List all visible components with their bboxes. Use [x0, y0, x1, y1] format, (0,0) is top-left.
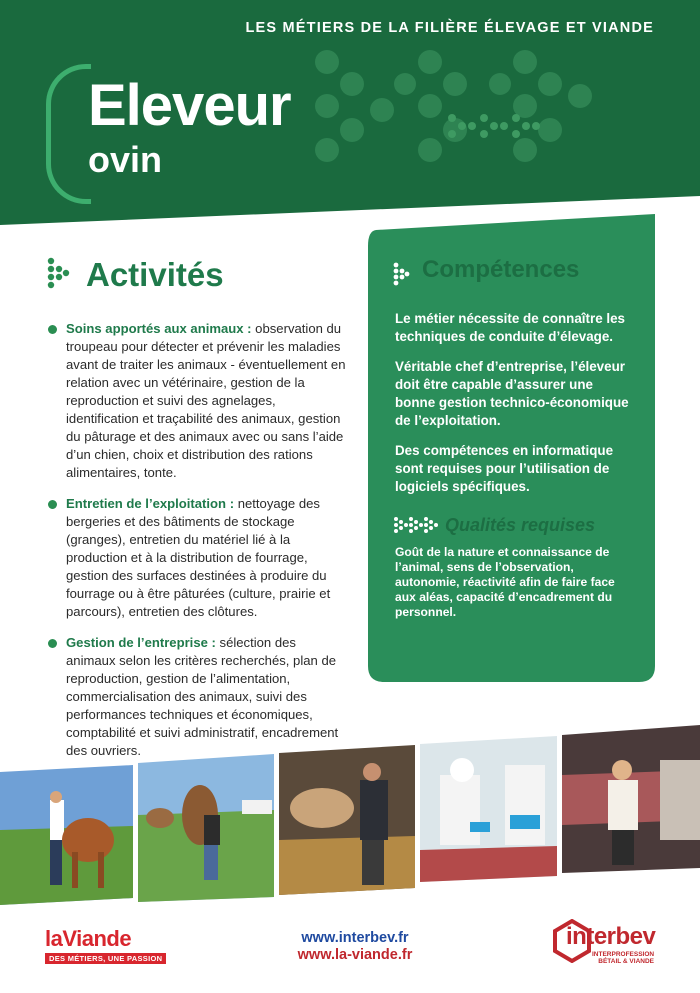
item-text: sélection des animaux selon les critères recherchés, plan de reproduction, gestion de l’alimentation, commercialisation des animaux, suivi des performances techniques et économiques, comptabilité et suivi administratif, encadrement des ouvriers. — [66, 635, 339, 758]
photo-meat-processing — [420, 736, 557, 882]
item-text: observation du troupeau pour détecter et prévenir les maladies avant de traiter les animaux - éventuellement en relation avec un vétérinaire, gestion de la reproduction et suivi des agnelages, identification et traçabilité des animaux, gestion du pâturage et des animaux avec ou sans l’aide d’un chien, choix et distribution des rations alimentaires, tonte. — [66, 321, 346, 480]
laviande-url-link[interactable]: www.la-viande.fr — [297, 947, 413, 963]
competences-paragraph: Le métier nécessite de connaître les techniques de conduite d’élevage. — [395, 311, 625, 344]
item-lead: Gestion de l’entreprise : — [66, 635, 216, 650]
qualites-text: Goût de la nature et connaissance de l’animal, sens de l’observation, autonomie, réactivité afin de faire face aux aléas, capacité d’encadrement du personnel. — [395, 545, 615, 619]
interbev-tagline-line: INTERPROFESSION — [592, 951, 655, 958]
laviande-logo-text: laViande — [45, 926, 132, 951]
interbev-tagline-line: BÉTAIL & VIANDE — [598, 958, 654, 965]
competences-heading: Compétences — [422, 256, 580, 283]
interbev-tagline — [592, 951, 654, 965]
page-title: Eleveur — [88, 73, 291, 138]
qualites-heading: Qualités requises — [445, 515, 596, 535]
photo-farmer-cow — [0, 765, 133, 905]
page-subtitle: ovin — [88, 139, 163, 180]
item-lead: Soins apportés aux animaux : — [66, 321, 252, 336]
laviande-tagline: DES MÉTIERS, UNE PASSION — [45, 953, 166, 964]
item-text: nettoyage des bergeries et des bâtiments de stockage (granges), entretien du matériel lié à la production et à la distribution de fourrage, gestion des surfaces destinées à produire du fourrage ou à être pâturées (culture, prairie et parcours), entretien des clôtures. — [66, 496, 331, 619]
photo-barn-cattle — [279, 745, 415, 895]
photo-butcher-shop — [562, 725, 700, 873]
competences-paragraph: Véritable chef d’entreprise, l’éleveur doit être capable d’assurer une bonne gestion technico-économique de l’exploitation. — [395, 359, 629, 428]
activities-heading: Activités — [86, 256, 224, 293]
series-kicker: LES MÉTIERS DE LA FILIÈRE ÉLEVAGE ET VIANDE — [245, 20, 654, 36]
competences-paragraph: Des compétences en informatique sont requises pour l’utilisation de logiciels spécifiques. — [395, 443, 614, 494]
interbev-logo-text: interbev — [566, 923, 656, 950]
interbev-url-link[interactable]: www.interbev.fr — [301, 930, 409, 946]
photo-child-horse — [138, 754, 274, 902]
item-lead: Entretien de l’exploitation : — [66, 496, 235, 511]
footer-urls — [280, 930, 430, 964]
laviande-logo — [45, 926, 166, 964]
interbev-logo — [552, 917, 662, 967]
